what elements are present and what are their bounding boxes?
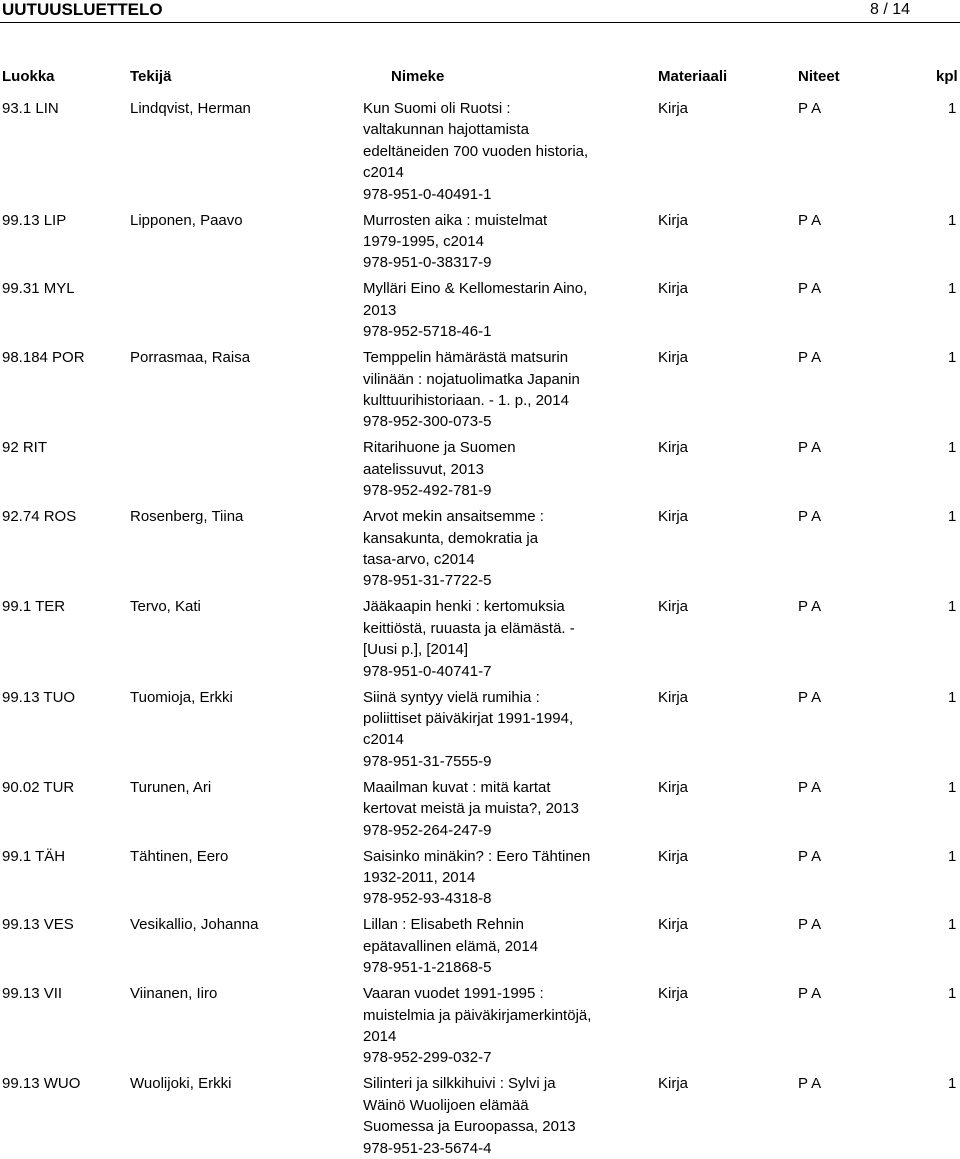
entry-title <box>363 1073 648 1159</box>
entry-title-line: vilinään : nojatuolimatka Japanin <box>363 370 580 388</box>
entry-title <box>363 210 648 274</box>
column-header-niteet: Niteet <box>798 68 840 85</box>
entry-class: 99.13 VES <box>2 916 74 934</box>
entry-count: 1 <box>948 1075 957 1093</box>
entry-title <box>363 437 648 501</box>
entry-class: 98.184 POR <box>2 349 85 367</box>
entry-copies: P A <box>798 349 822 367</box>
column-header-tekija: Tekijä <box>130 68 172 85</box>
entry-title-line: edeltäneiden 700 vuoden historia, <box>363 142 589 160</box>
entry-title-line: poliittiset päiväkirjat 1991-1994, <box>363 710 574 727</box>
entry-title-line: 978-951-1-21868-5 <box>363 959 492 977</box>
entry-title-line: Ritarihuone ja Suomen <box>363 439 516 457</box>
entry-class: 99.31 MYL <box>2 280 75 298</box>
entry-title-line: valtakunnan hajottamista <box>363 121 529 139</box>
entry-author: Lipponen, Paavo <box>130 211 243 229</box>
entry-title <box>363 506 648 592</box>
entry-title-line: Silinteri ja silkkihuivi : Sylvi ja <box>363 1075 556 1093</box>
entry-copies: P A <box>798 508 822 526</box>
entry-title-line: muistelmia ja päiväkirjamerkintöjä, <box>363 1006 592 1024</box>
entry-title <box>363 98 648 205</box>
entry-copies: P A <box>798 778 822 796</box>
entry-copies: P A <box>798 598 822 616</box>
entry-copies: P A <box>798 280 822 298</box>
entry-title-line: 978-951-31-7555-9 <box>363 752 492 770</box>
header-divider <box>0 22 960 23</box>
entry-copies: P A <box>798 847 822 865</box>
entry-material: Kirja <box>658 916 689 934</box>
entry-material: Kirja <box>658 349 689 367</box>
entry-title-line: 978-951-0-40491-1 <box>363 185 492 203</box>
entry-title-line: 978-951-0-40741-7 <box>363 662 492 680</box>
entry-count: 1 <box>948 349 957 367</box>
entry-author: Tervo, Kati <box>130 598 201 616</box>
column-header-luokka: Luokka <box>2 68 55 85</box>
entry-title-line: Jääkaapin henki : kertomuksia <box>363 598 565 616</box>
entry-title-line: c2014 <box>363 164 404 182</box>
entry-title-line: 2014 <box>363 1028 397 1045</box>
entry-title <box>363 347 648 433</box>
column-headers <box>0 68 960 88</box>
entry-author: Porrasmaa, Raisa <box>130 349 251 367</box>
column-header-kpl: kpl <box>936 68 958 85</box>
entry-title-line: Siinä syntyy vielä rumihia : <box>363 688 540 706</box>
entry-title-line: [Uusi p.], [2014] <box>363 641 469 659</box>
entry-material: Kirja <box>658 778 689 796</box>
entry-count: 1 <box>948 985 957 1003</box>
entry-title-line: Mylläri Eino & Kellomestarin Aino, <box>363 280 588 298</box>
entry-title-line: 978-952-5718-46-1 <box>363 323 492 341</box>
entry-title-line: 978-952-300-073-5 <box>363 413 492 431</box>
entry-copies: P A <box>798 688 822 706</box>
entry-title <box>363 983 648 1069</box>
entry-title-line: Temppelin hämärästä matsurin <box>363 349 569 367</box>
entry-author: Wuolijoki, Erkki <box>130 1075 232 1093</box>
entry-copies: P A <box>798 439 822 457</box>
entry-title-line: tasa-arvo, c2014 <box>363 551 475 568</box>
entry-title-line: 978-951-31-7722-5 <box>363 572 492 590</box>
entry-class: 90.02 TUR <box>2 778 75 796</box>
entry-title-line: Maailman kuvat : mitä kartat <box>363 778 551 796</box>
entry-title-line: 1979-1995, c2014 <box>363 233 484 250</box>
entry-count: 1 <box>948 211 957 229</box>
entry-class: 99.1 TER <box>2 598 66 616</box>
entry-title-line: Vaaran vuodet 1991-1995 : <box>363 985 544 1003</box>
entry-title-line: 978-951-23-5674-4 <box>363 1139 492 1157</box>
entry-count: 1 <box>948 280 957 298</box>
entry-copies: P A <box>798 916 822 934</box>
entry-class: 99.13 LIP <box>2 211 67 229</box>
entry-title-line: Suomessa ja Euroopassa, 2013 <box>363 1118 576 1136</box>
entry-title <box>363 846 648 910</box>
page-number: 8 / 14 <box>870 1 911 18</box>
entry-material: Kirja <box>658 508 689 526</box>
entry-title-line: kansakunta, demokratia ja <box>363 529 539 547</box>
entry-title-line: Lillan : Elisabeth Rehnin <box>363 916 524 934</box>
entry-count: 1 <box>948 439 957 457</box>
entry-title-line: 1932-2011, 2014 <box>363 869 476 886</box>
entry-class: 99.13 VII <box>2 985 63 1003</box>
entry-author: Tuomioja, Erkki <box>130 688 233 706</box>
entry-class: 92.74 ROS <box>2 508 77 526</box>
page-title: UUTUUSLUETTELO <box>2 0 163 19</box>
entry-title-line: 978-951-0-38317-9 <box>363 254 492 272</box>
entry-title <box>363 777 648 841</box>
entry-title-line: 978-952-299-032-7 <box>363 1049 492 1067</box>
entry-title-line: Wäinö Wuolijoen elämää <box>363 1096 529 1114</box>
entry-count: 1 <box>948 688 957 706</box>
entry-material: Kirja <box>658 280 689 298</box>
entry-count: 1 <box>948 100 957 117</box>
entry-title-line: kulttuurihistoriaan. - 1. p., 2014 <box>363 392 569 409</box>
entry-class: 99.13 WUO <box>2 1075 81 1093</box>
entry-title-line: 978-952-264-247-9 <box>363 821 492 839</box>
entry-title <box>363 914 648 978</box>
entry-copies: P A <box>798 1075 822 1093</box>
entry-author: Viinanen, Iiro <box>130 985 218 1003</box>
entry-class: 99.1 TÄH <box>2 847 66 865</box>
column-header-materiaali: Materiaali <box>658 68 728 85</box>
entry-count: 1 <box>948 508 957 526</box>
entry-copies: P A <box>798 100 822 117</box>
entry-class: 93.1 LIN <box>2 100 59 117</box>
entry-material: Kirja <box>658 100 689 117</box>
entry-title-line: Saisinko minäkin? : Eero Tähtinen <box>363 847 591 865</box>
entry-material: Kirja <box>658 439 689 457</box>
entry-title <box>363 596 648 682</box>
entry-title <box>363 687 648 773</box>
entry-title-line: kertovat meistä ja muista?, 2013 <box>363 800 579 818</box>
entry-count: 1 <box>948 778 957 796</box>
entry-title-line: Arvot mekin ansaitsemme : <box>363 508 544 526</box>
entry-count: 1 <box>948 847 957 865</box>
entry-author: Tähtinen, Eero <box>130 847 229 865</box>
entry-title-line: 978-952-492-781-9 <box>363 482 492 500</box>
entry-author: Rosenberg, Tiina <box>130 508 244 526</box>
entry-copies: P A <box>798 211 822 229</box>
entry-copies: P A <box>798 985 822 1003</box>
entry-title-line: 2013 <box>363 301 397 319</box>
entry-title <box>363 278 648 342</box>
column-header-nimeke: Nimeke <box>391 68 445 85</box>
entry-material: Kirja <box>658 847 689 865</box>
entry-material: Kirja <box>658 211 689 229</box>
entry-count: 1 <box>948 916 957 934</box>
entry-material: Kirja <box>658 1075 689 1093</box>
entry-class: 92 RIT <box>2 439 48 457</box>
entry-title-line: Murrosten aika : muistelmat <box>363 211 548 229</box>
entry-author: Turunen, Ari <box>130 778 212 796</box>
entry-title-line: epätavallinen elämä, 2014 <box>363 937 539 955</box>
entry-class: 99.13 TUO <box>2 688 76 706</box>
entry-material: Kirja <box>658 985 689 1003</box>
page-header <box>0 0 960 22</box>
entry-author: Lindqvist, Herman <box>130 100 251 117</box>
entry-material: Kirja <box>658 598 689 616</box>
entry-title-line: aatelissuvut, 2013 <box>363 460 484 478</box>
entry-title-line: c2014 <box>363 731 404 749</box>
entry-count: 1 <box>948 598 957 616</box>
entry-title-line: Kun Suomi oli Ruotsi : <box>363 100 511 117</box>
entry-title-line: keittiöstä, ruuasta ja elämästä. - <box>363 619 575 637</box>
entry-title-line: 978-952-93-4318-8 <box>363 890 492 908</box>
entry-material: Kirja <box>658 688 689 706</box>
entry-author: Vesikallio, Johanna <box>130 916 259 934</box>
